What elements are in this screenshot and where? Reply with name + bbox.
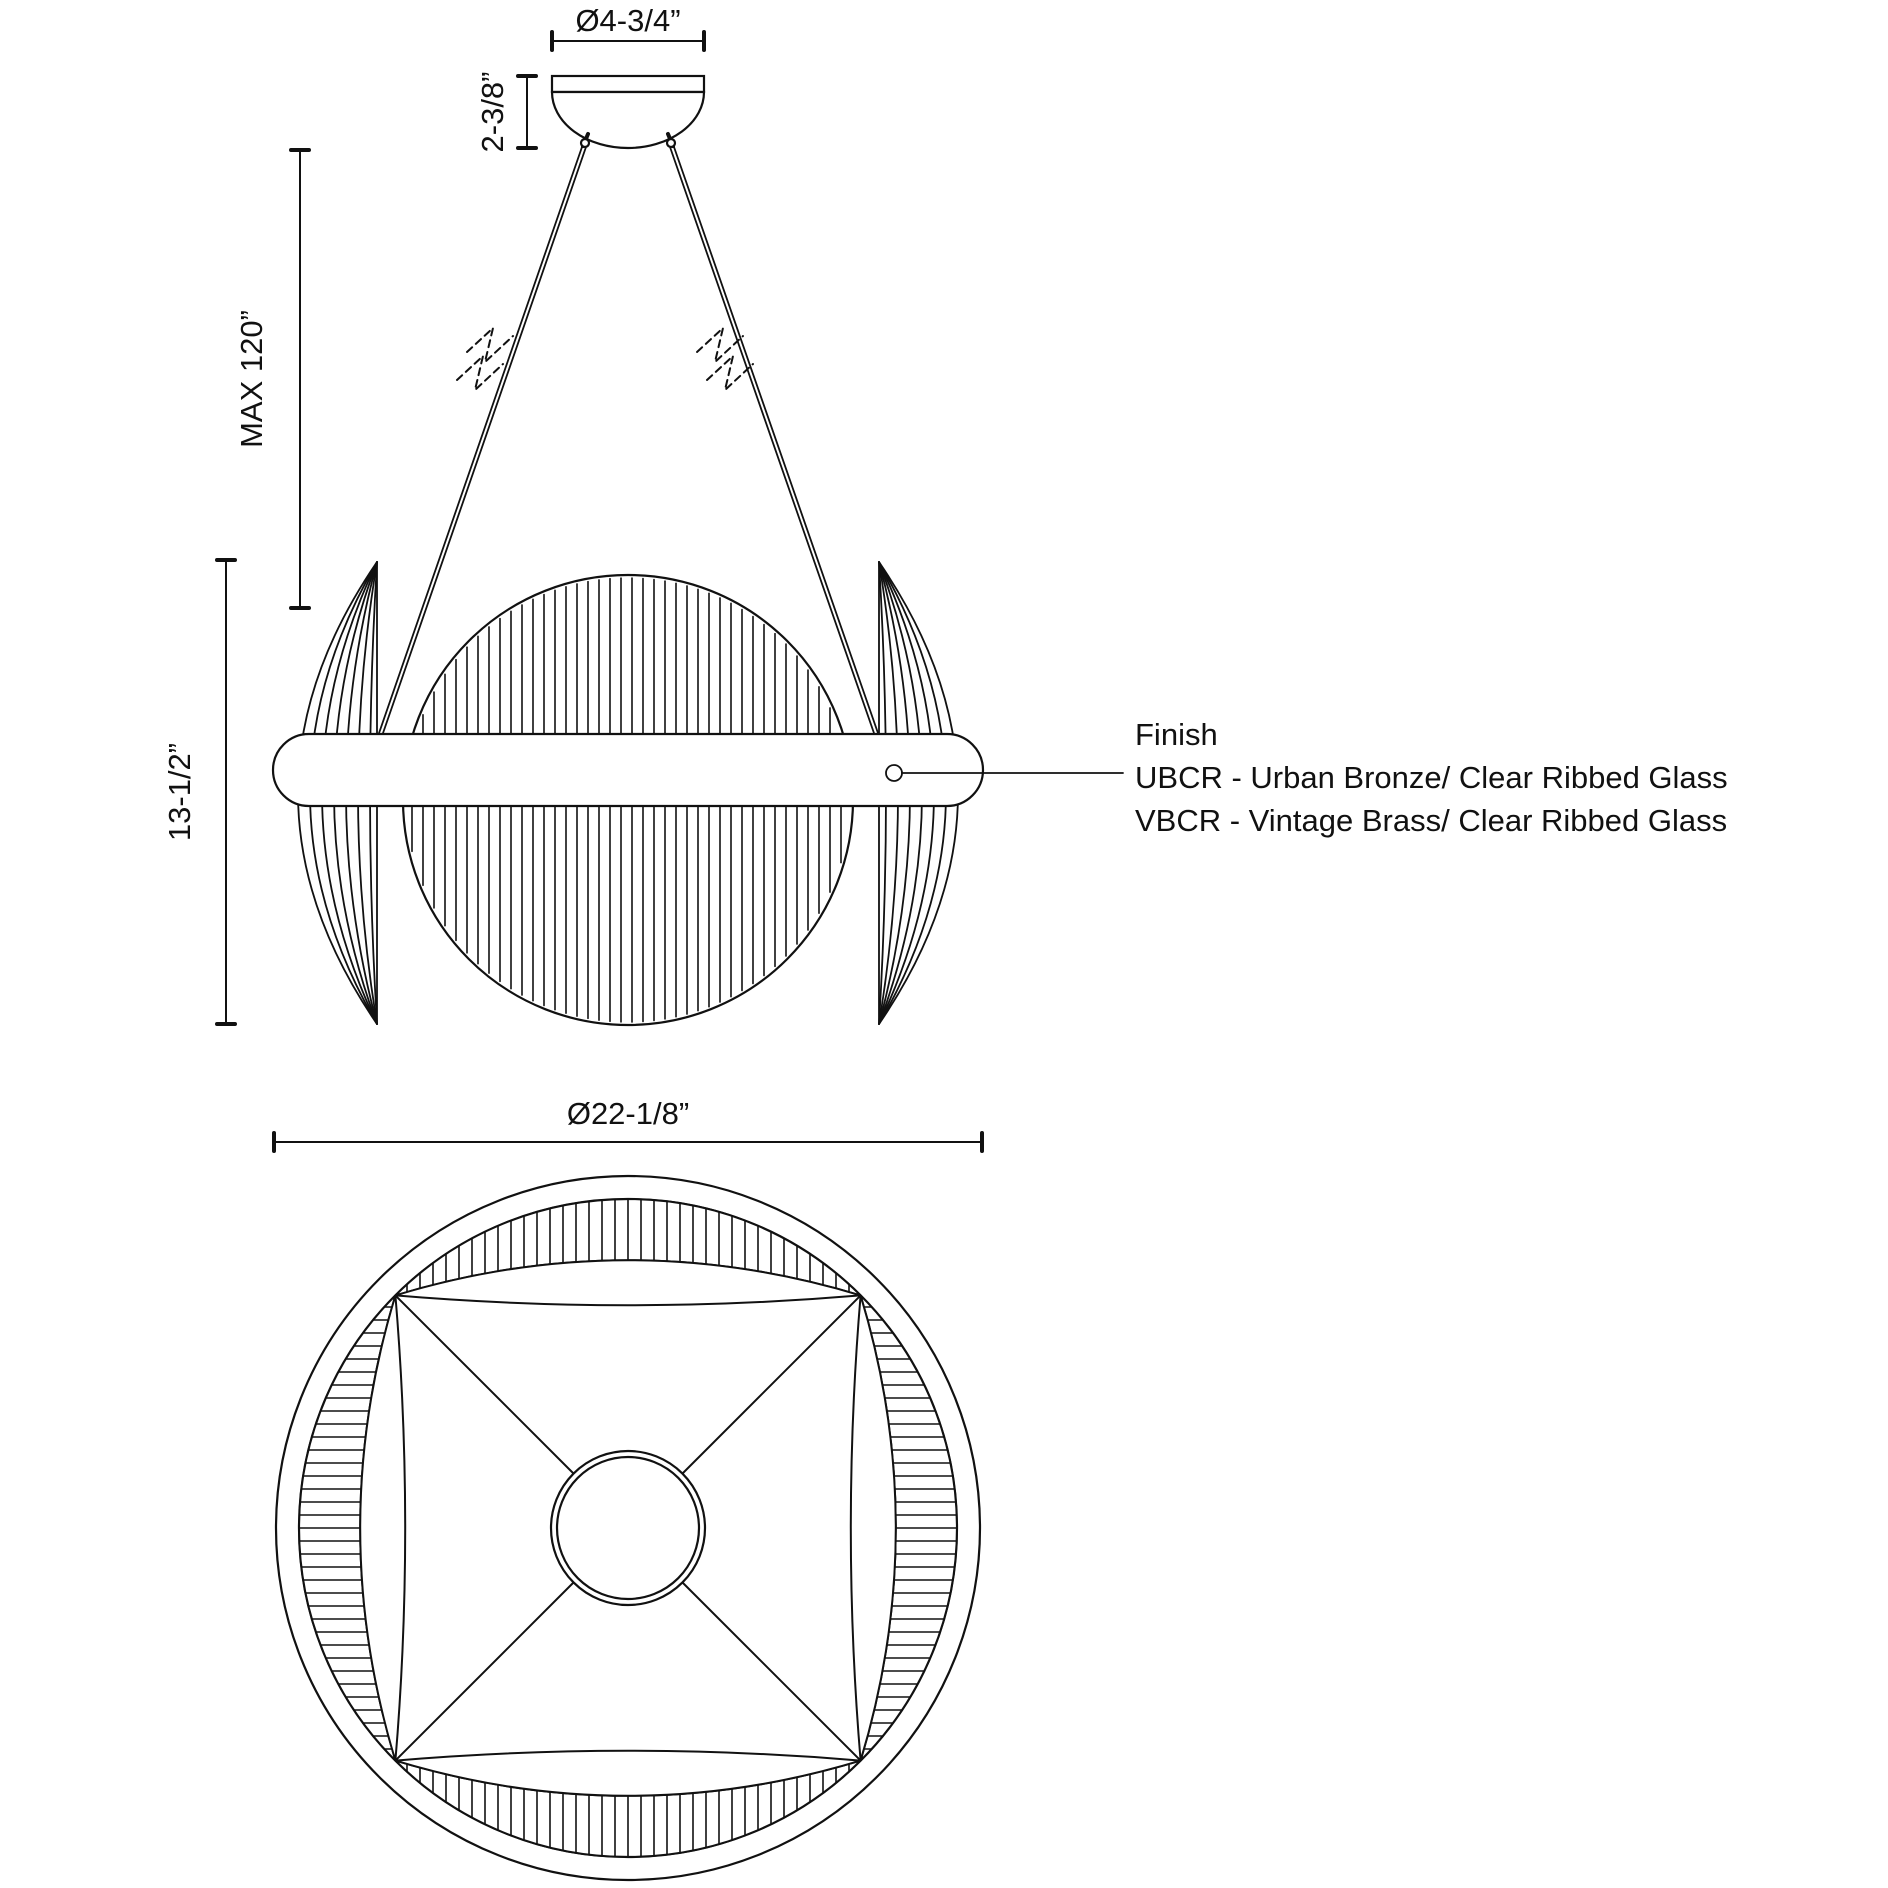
side-view (162, 3, 1728, 1025)
dim-fixture-diameter (274, 1096, 982, 1151)
finish-option-vbcr: VBCR - Vintage Brass/ Clear Ribbed Glass (1135, 803, 1728, 838)
dim-canopy-height-label: 2-3/8” (475, 71, 510, 153)
finish-note (1135, 717, 1728, 838)
center-sphere-plan (551, 1451, 705, 1605)
canopy (552, 76, 704, 148)
finish-title: Finish (1135, 717, 1218, 752)
dim-fixture-height (162, 560, 235, 1024)
mounting-bar (273, 734, 983, 806)
plan-view (274, 1096, 982, 1880)
dim-fixture-diameter-label: Ø22-1/8” (566, 1096, 690, 1131)
finish-option-ubcr: UBCR - Urban Bronze/ Clear Ribbed Glass (1135, 760, 1728, 795)
dim-fixture-height-label: 13-1/2” (162, 742, 197, 842)
dim-max-suspension (234, 150, 309, 608)
dim-canopy-height (475, 72, 536, 153)
dim-canopy-diameter-label: Ø4-3/4” (575, 3, 681, 38)
dim-canopy-diameter (552, 3, 704, 50)
dim-max-suspension-label: MAX 120” (234, 310, 269, 448)
